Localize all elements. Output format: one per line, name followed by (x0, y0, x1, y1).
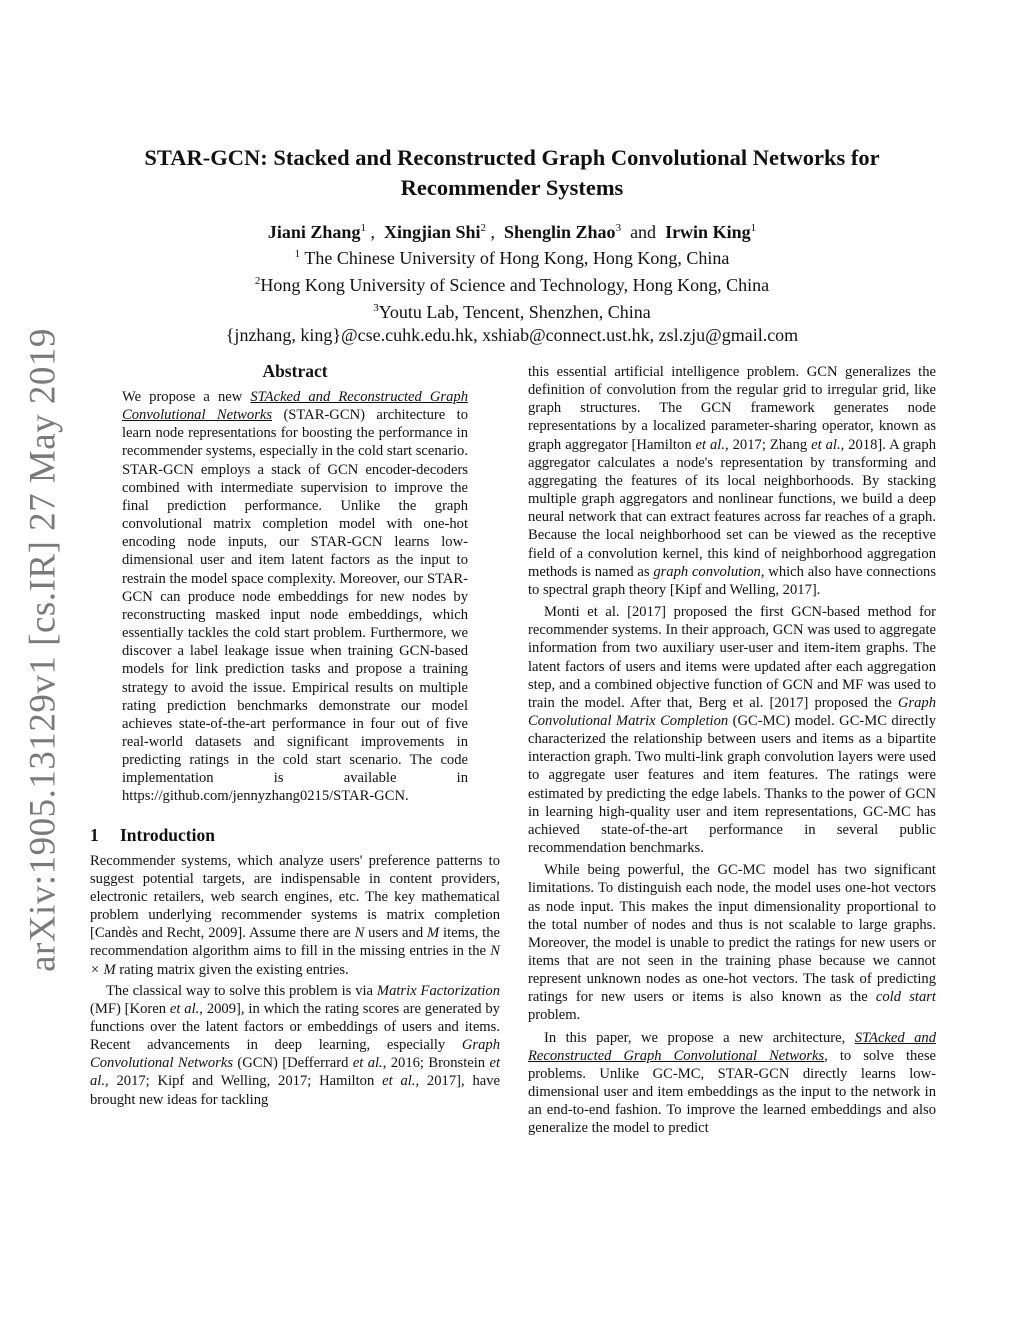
left-column (90, 360, 500, 1109)
title-block (90, 143, 934, 347)
affiliation: $^3$Youtu Lab, Tencent, Shenzhen, China (373, 302, 651, 322)
intro-paragraph: Recommender systems, which analyze users' preference patterns to suggest potential targets, are indispensable in content providers, electronic retailers, web search engines, etc. The key mathematical problem underlying recommender systems is matrix completion [Candès and Recht, 2009]. Assume there are N users and M items, the recommendation algorithm aims to fill in the missing entries in the N × M rating matrix given the existing entries. (90, 852, 501, 978)
paper-title (90, 143, 934, 203)
arxiv-stamp (8, 328, 78, 972)
author-name: Xingjian Shi (383, 222, 481, 242)
body-paragraph: In this paper, we propose a new architecture, STAcked and Reconstructed Graph Convolutional Networks, to solve these problems. Unlike GC-MC, STAR-GCN directly learns low-dimensional user and item embeddings as the input to the network in an end-to-end fashion. To improve the learned embeddings and also generalize the model to predict (528, 1029, 936, 1137)
abstract-text: We propose a new STAcked and Reconstructed Graph Convolutional Networks (STAR-GCN) architecture to learn node representations for boosting the performance in recommender systems, especially in the cold start scenario. STAR-GCN employs a stack of GCN encoder-decoders combined with intermediate supervision to improve the final prediction performance. Unlike the graph convolutional matrix completion model with one-hot encoding node inputs, our STAR-GCN learns low-dimensional user and item latent factors as the input to restrain the model space complexity. Moreover, our STAR-GCN can produce node embeddings for new nodes by reconstructing masked input node embeddings, which essentially tackles the cold start problem. Furthermore, we discover a label leakage issue when training GCN-based models for link prediction tasks and propose a training strategy to avoid the issue. Empirical results on multiple rating prediction benchmarks demonstrate our model achieves state-of-the-art performance in four out of five real-world datasets and significant improvements in predicting ratings in the cold start scenario. The code implementation is available in https://github.com/jennyzhang0215/STAR-GCN. (122, 389, 468, 805)
author-emails: {jnzhang, king}@cse.cuhk.edu.hk, xshiab@connect.ust.hk, zsl.zju@gmail.com (225, 325, 799, 345)
author-name: Shenglin Zhao (504, 222, 616, 242)
body-paragraph: this essential artificial intelligence problem. GCN generalizes the definition of convolution from the regular grid to irregular grid, like graph structures. The GCN framework generates node representations by a localized parameter-sharing operator, known as graph aggregator [Hamilton et al., 2017; Zhang et al., 2018]. A graph aggregator calculates a node's representation by transforming and aggregating the features of its local neighborhoods. By stacking multiple graph aggregators and nonlinear functions, we build a deep neural network that can extract features across far reaches of a graph. Because the local neighborhood set can be viewed as the receptive field of a convolution kernel, this kind of neighborhood aggregation methods is named as graph convolution, which also have connections to spectral graph theory [Kipf and Welling, 2017]. (528, 364, 937, 598)
author-sup: 3 (615, 222, 622, 234)
model-name: STAcked and Reconstructed Graph Convolutional Networks (122, 389, 468, 424)
body-paragraph: Monti et al. [2017] proposed the first GCN-based method for recommender systems. In their approach, GCN was used to aggregate information from two auxiliary user-user and item-item graphs. The latent factors of users and items were updated after each aggregation step, and a combined objective function of GCN and MF was used to train the model. After that, Berg et al. [2017] proposed the Graph Convolutional Matrix Completion (GC-MC) model. GC-MC directly characterized the relationship between users and items as a bipartite interaction graph. Two multi-link graph convolution layers were used to aggregate user features and item features. The ratings were estimated by predicting the edge labels. Thanks to the power of GCN in learning high-quality user and item representations, GC-MC has achieved state-of-the-art performance in several public recommendation benchmarks. (528, 604, 936, 857)
section-heading-introduction: 1 Introduction (90, 824, 215, 845)
author-sup: 2 (480, 222, 486, 234)
affiliation: $^1$ The Chinese University of Hong Kong, Hong Kong, China (294, 248, 730, 268)
intro-paragraph: The classical way to solve this problem is via Matrix Factorization (MF) [Koren et al., 2009], in which the rating scores are generated by functions over the latent factors or embeddings of users and items. Recent advancements in deep learning, especially Graph Convolutional Networks (GCN) [Defferrard et al., 2016; Bronstein et al., 2017; Kipf and Welling, 2017; Hamilton et al., 2017], have brought new ideas for tackling (90, 982, 501, 1108)
right-column (528, 363, 936, 1138)
author-name: Jiani Zhang (267, 222, 361, 242)
title-line-2: Recommender Systems (400, 175, 624, 200)
abstract-heading: Abstract (262, 361, 328, 381)
author-list: Jiani Zhang$^1$ , Xingjian Shi$^2$ , Shenglin Zhao$^3$ and Irwin King$^1$ (267, 222, 757, 242)
title-line-1: STAR-GCN: Stacked and Reconstructed Graph Convolutional Networks for (144, 145, 880, 170)
author-name: Irwin King (665, 222, 751, 242)
author-sup: 1 (360, 222, 366, 234)
model-name: STAcked and Reconstructed Graph Convolutional Networks (528, 1029, 936, 1064)
affiliation: $^2$Hong Kong University of Science and Technology, Hong Kong, China (254, 275, 770, 295)
author-and: and (630, 222, 657, 242)
arxiv-id: arXiv:1905.13129v1 [cs.IR] 27 May 2019 (22, 328, 64, 972)
body-paragraph: While being powerful, the GC-MC model has two significant limitations. To distinguish each node, the model uses one-hot vectors as node input. This makes the input dimensionality proportional to the total number of nodes and thus is not scalable to large graphs. Moreover, the model is unable to predict the ratings for new users or items that are not seen in the training phase because we cannot represent unknown nodes as one-hot vectors. The task of predicting ratings for new users or items is also known as the cold start problem. (528, 862, 936, 1024)
author-sup: 1 (750, 222, 757, 234)
abstract (122, 360, 468, 806)
affiliation-list (90, 243, 934, 347)
